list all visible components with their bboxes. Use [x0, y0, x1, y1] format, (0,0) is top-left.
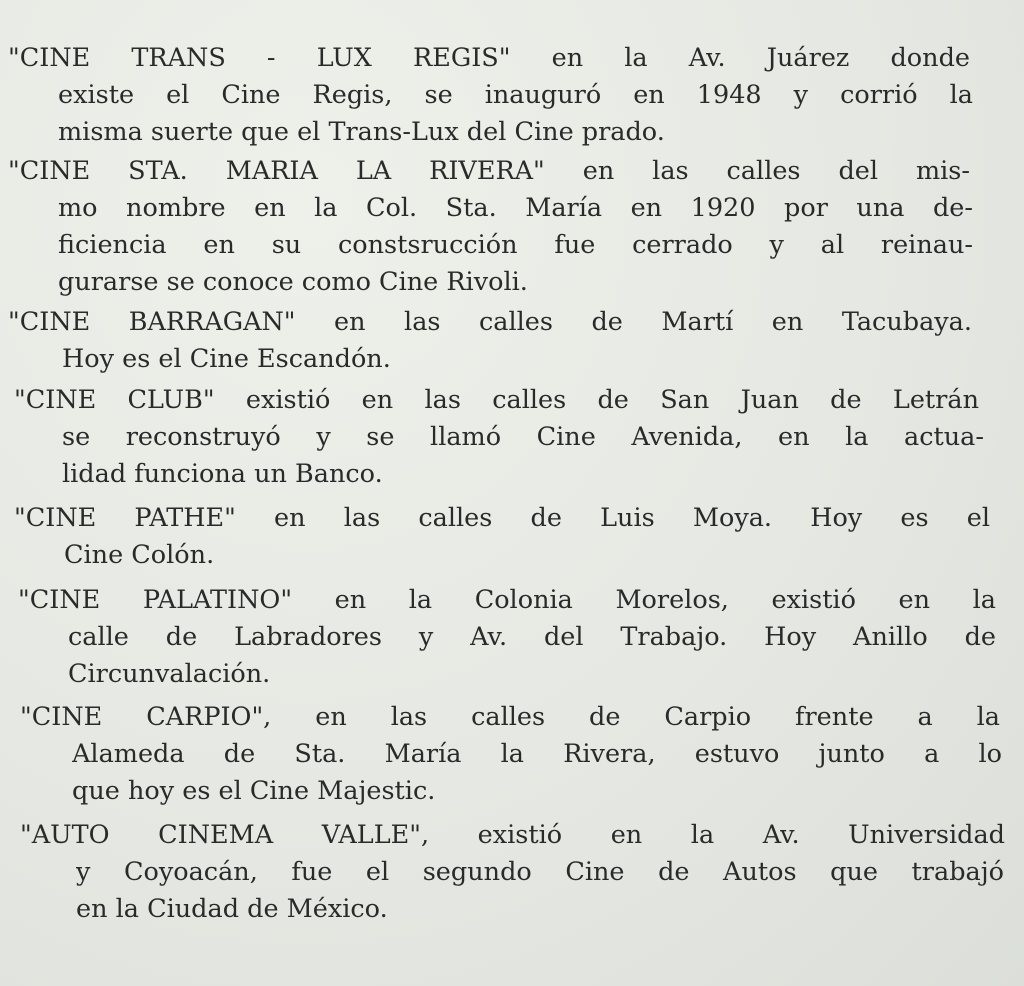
entry-cine-pathe — [0, 500, 1024, 574]
entry-cine-palatino — [0, 582, 1024, 693]
entry-cine-trans-lux-regis — [0, 40, 1024, 151]
entry-line: "CINE CLUB" existió en las calles de San Juan de Letrán — [14, 385, 979, 415]
entry-line: "CINE PALATINO" en la Colonia Morelos, existió en la — [18, 585, 996, 615]
entry-line: calle de Labradores y Av. del Trabajo. Hoy Anillo de — [68, 622, 996, 652]
entry-cine-barragan — [0, 304, 1024, 378]
entry-line: existe el Cine Regis, se inauguró en 1948 y corrió la — [58, 80, 973, 110]
entry-line: mo nombre en la Col. Sta. María en 1920 por una de- — [58, 193, 973, 223]
entry-line: gurarse se conoce como Cine Rivoli. — [58, 267, 528, 297]
entry-line: "CINE PATHE" en las calles de Luis Moya. Hoy es el — [14, 503, 990, 533]
entry-line: Hoy es el Cine Escandón. — [62, 344, 391, 374]
entry-line: "AUTO CINEMA VALLE", existió en la Av. Universidad — [20, 820, 1005, 850]
entry-line: "CINE TRANS - LUX REGIS" en la Av. Juárez donde — [8, 43, 970, 73]
entry-line: ficiencia en su constsrucción fue cerrado y al reinau- — [58, 230, 973, 260]
entry-line: Alameda de Sta. María la Rivera, estuvo junto a lo — [72, 739, 1002, 769]
entry-line: "CINE BARRAGAN" en las calles de Martí en Tacubaya. — [8, 307, 972, 337]
entry-line: lidad funciona un Banco. — [62, 459, 383, 489]
entry-cine-club — [0, 382, 1024, 493]
entry-line: "CINE CARPIO", en las calles de Carpio frente a la — [20, 702, 1000, 732]
entry-line: Circunvalación. — [68, 659, 271, 689]
entry-line: en la Ciudad de México. — [76, 894, 388, 924]
entry-cine-carpio — [0, 699, 1024, 810]
entry-cine-sta-maria-la-rivera — [0, 153, 1024, 301]
entry-line: Cine Colón. — [64, 540, 215, 570]
entry-auto-cinema-valle — [0, 817, 1024, 928]
entry-line: que hoy es el Cine Majestic. — [72, 776, 436, 806]
entry-line: "CINE STA. MARIA LA RIVERA" en las calles del mis- — [8, 156, 970, 186]
entry-line: misma suerte que el Trans-Lux del Cine prado. — [58, 117, 665, 147]
entry-line: y Coyoacán, fue el segundo Cine de Autos que trabajó — [76, 857, 1004, 887]
entry-line: se reconstruyó y se llamó Cine Avenida, en la actua- — [62, 422, 984, 452]
